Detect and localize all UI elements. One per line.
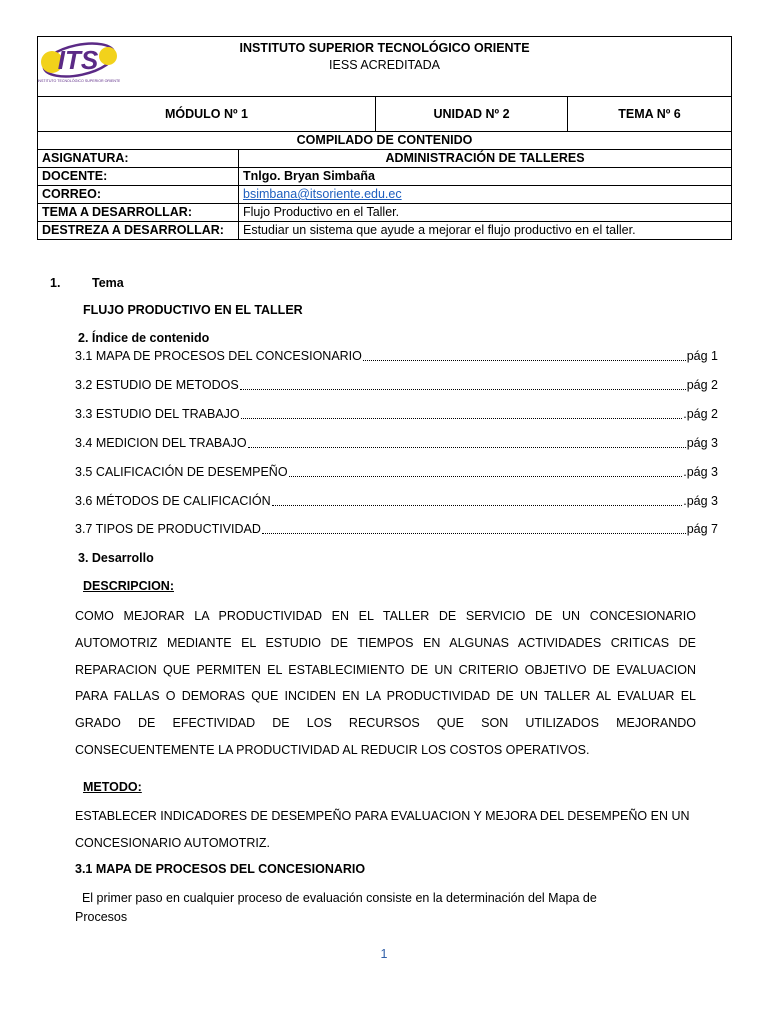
logo-subtext: INSTITUTO TECNOLÓGICO SUPERIOR ORIENTE — [38, 79, 120, 83]
toc-page: pág 7 — [686, 522, 718, 536]
descripcion-paragraph — [75, 609, 696, 770]
institution-name: INSTITUTO SUPERIOR TECNOLÓGICO ORIENTE — [239, 41, 530, 55]
toc-leader — [240, 389, 686, 390]
toc-page: .pág 2 — [683, 407, 718, 421]
section-3-1-text-line-1: El primer paso en cualquier proceso de evaluación consiste en la determinación del Mapa de — [75, 891, 597, 905]
unidad-cell: UNIDAD Nº 2 — [376, 97, 568, 132]
toc-label: 3.6 MÉTODOS DE CALIFICACIÓN — [75, 494, 271, 508]
paragraph-line: REPARACION QUE PERMITEN EL ESTABLECIMIENTO DE UN CRITERIO OBJETIVO DE EVALUACION — [75, 662, 696, 677]
section-3-1-text-line-2: Procesos — [75, 910, 128, 924]
toc-leader — [272, 505, 683, 506]
toc-entry[interactable] — [75, 349, 718, 364]
correo-cell — [239, 186, 732, 204]
toc-page: .pág 3 — [683, 494, 718, 508]
toc-entry[interactable] — [75, 494, 718, 509]
toc-entry[interactable] — [75, 465, 718, 480]
toc-leader — [289, 476, 683, 477]
section-3-title: 3. Desarrollo — [78, 551, 154, 565]
section-3-1-title: 3.1 MAPA DE PROCESOS DEL CONCESIONARIO — [75, 862, 366, 876]
paragraph-line: CONCESIONARIO AUTOMOTRIZ. — [75, 835, 270, 850]
page-number: 1 — [380, 947, 388, 961]
toc-leader — [248, 447, 686, 448]
toc-label: 3.5 CALIFICACIÓN DE DESEMPEÑO — [75, 465, 288, 479]
topic-title: FLUJO PRODUCTIVO EN EL TALLER — [83, 303, 303, 317]
paragraph-line: AUTOMOTRIZ MEDIANTE EL ESTUDIO DE TIEMPOS EN ALGUNAS ACTIVIDADES CRITICAS DE — [75, 635, 696, 650]
accreditation: IESS ACREDITADA — [329, 58, 440, 72]
modulo-cell: MÓDULO Nº 1 — [38, 97, 376, 132]
toc-label: 3.4 MEDICION DEL TRABAJO — [75, 436, 247, 450]
toc-entry[interactable] — [75, 378, 718, 393]
asignatura-value: ADMINISTRACIÓN DE TALLERES — [239, 150, 732, 168]
metodo-heading: METODO: — [83, 780, 142, 794]
destreza-label: DESTREZA A DESARROLLAR: — [38, 222, 239, 240]
correo-label: CORREO: — [38, 186, 239, 204]
asignatura-label: ASIGNATURA: — [38, 150, 239, 168]
institution-cell — [38, 37, 732, 97]
toc-entry[interactable] — [75, 407, 718, 422]
paragraph-line: ESTABLECER INDICADORES DE DESEMPEÑO PARA EVALUACION Y MEJORA DEL DESEMPEÑO EN UN — [75, 809, 690, 823]
docente-label: DOCENTE: — [38, 168, 239, 186]
toc-page: pág 3 — [686, 436, 718, 450]
logo-text: ITS — [57, 45, 99, 75]
toc-page: pág 1 — [686, 349, 718, 363]
toc-leader — [262, 533, 686, 534]
compilado-cell: COMPILADO DE CONTENIDO — [38, 132, 732, 150]
section-2-title: 2. Índice de contenido — [78, 331, 210, 345]
its-logo — [38, 36, 120, 86]
toc-leader — [363, 360, 686, 361]
logo-icon — [38, 36, 120, 86]
toc-page: pág 2 — [686, 378, 718, 392]
paragraph-line: COMO MEJORAR LA PRODUCTIVIDAD EN EL TALLER DE SERVICIO DE UN CONCESIONARIO — [75, 609, 696, 623]
tema-desarrollar-value: Flujo Productivo en el Taller. — [239, 204, 732, 222]
paragraph-line: GRADO DE EFECTIVIDAD DE LOS RECURSOS QUE SON UTILIZADOS MEJORANDO — [75, 716, 696, 731]
toc-entry[interactable] — [75, 436, 718, 451]
toc-label: 3.3 ESTUDIO DEL TRABAJO — [75, 407, 240, 421]
paragraph-line: CONSECUENTEMENTE LA PRODUCTIVIDAD AL REDUCIR LOS COSTOS OPERATIVOS. — [75, 742, 590, 757]
toc-label: 3.2 ESTUDIO DE METODOS — [75, 378, 239, 392]
destreza-value: Estudiar un sistema que ayude a mejorar el flujo productivo en el taller. — [239, 222, 732, 240]
descripcion-heading: DESCRIPCION: — [83, 579, 174, 593]
tema-cell: TEMA Nº 6 — [568, 97, 732, 132]
tema-desarrollar-label: TEMA A DESARROLLAR: — [38, 204, 239, 222]
paragraph-line: PARA FALLAS O DEMORAS QUE INCIDEN EN LA PRODUCTIVIDAD DE UN TALLER AL EVALUAR EL — [75, 689, 696, 704]
toc-label: 3.7 TIPOS DE PRODUCTIVIDAD — [75, 522, 261, 536]
docente-value: Tnlgo. Bryan Simbaña — [239, 168, 732, 186]
header-table — [37, 36, 732, 240]
section-1-title: Tema — [92, 276, 124, 290]
email-link[interactable]: bsimbana@itsoriente.edu.ec — [243, 187, 402, 201]
toc-label: 3.1 MAPA DE PROCESOS DEL CONCESIONARIO — [75, 349, 362, 363]
metodo-paragraph — [75, 809, 696, 863]
toc-page: .pág 3 — [683, 465, 718, 479]
toc-entry[interactable] — [75, 522, 718, 537]
toc-leader — [241, 418, 683, 419]
section-1-number: 1. — [50, 276, 61, 290]
